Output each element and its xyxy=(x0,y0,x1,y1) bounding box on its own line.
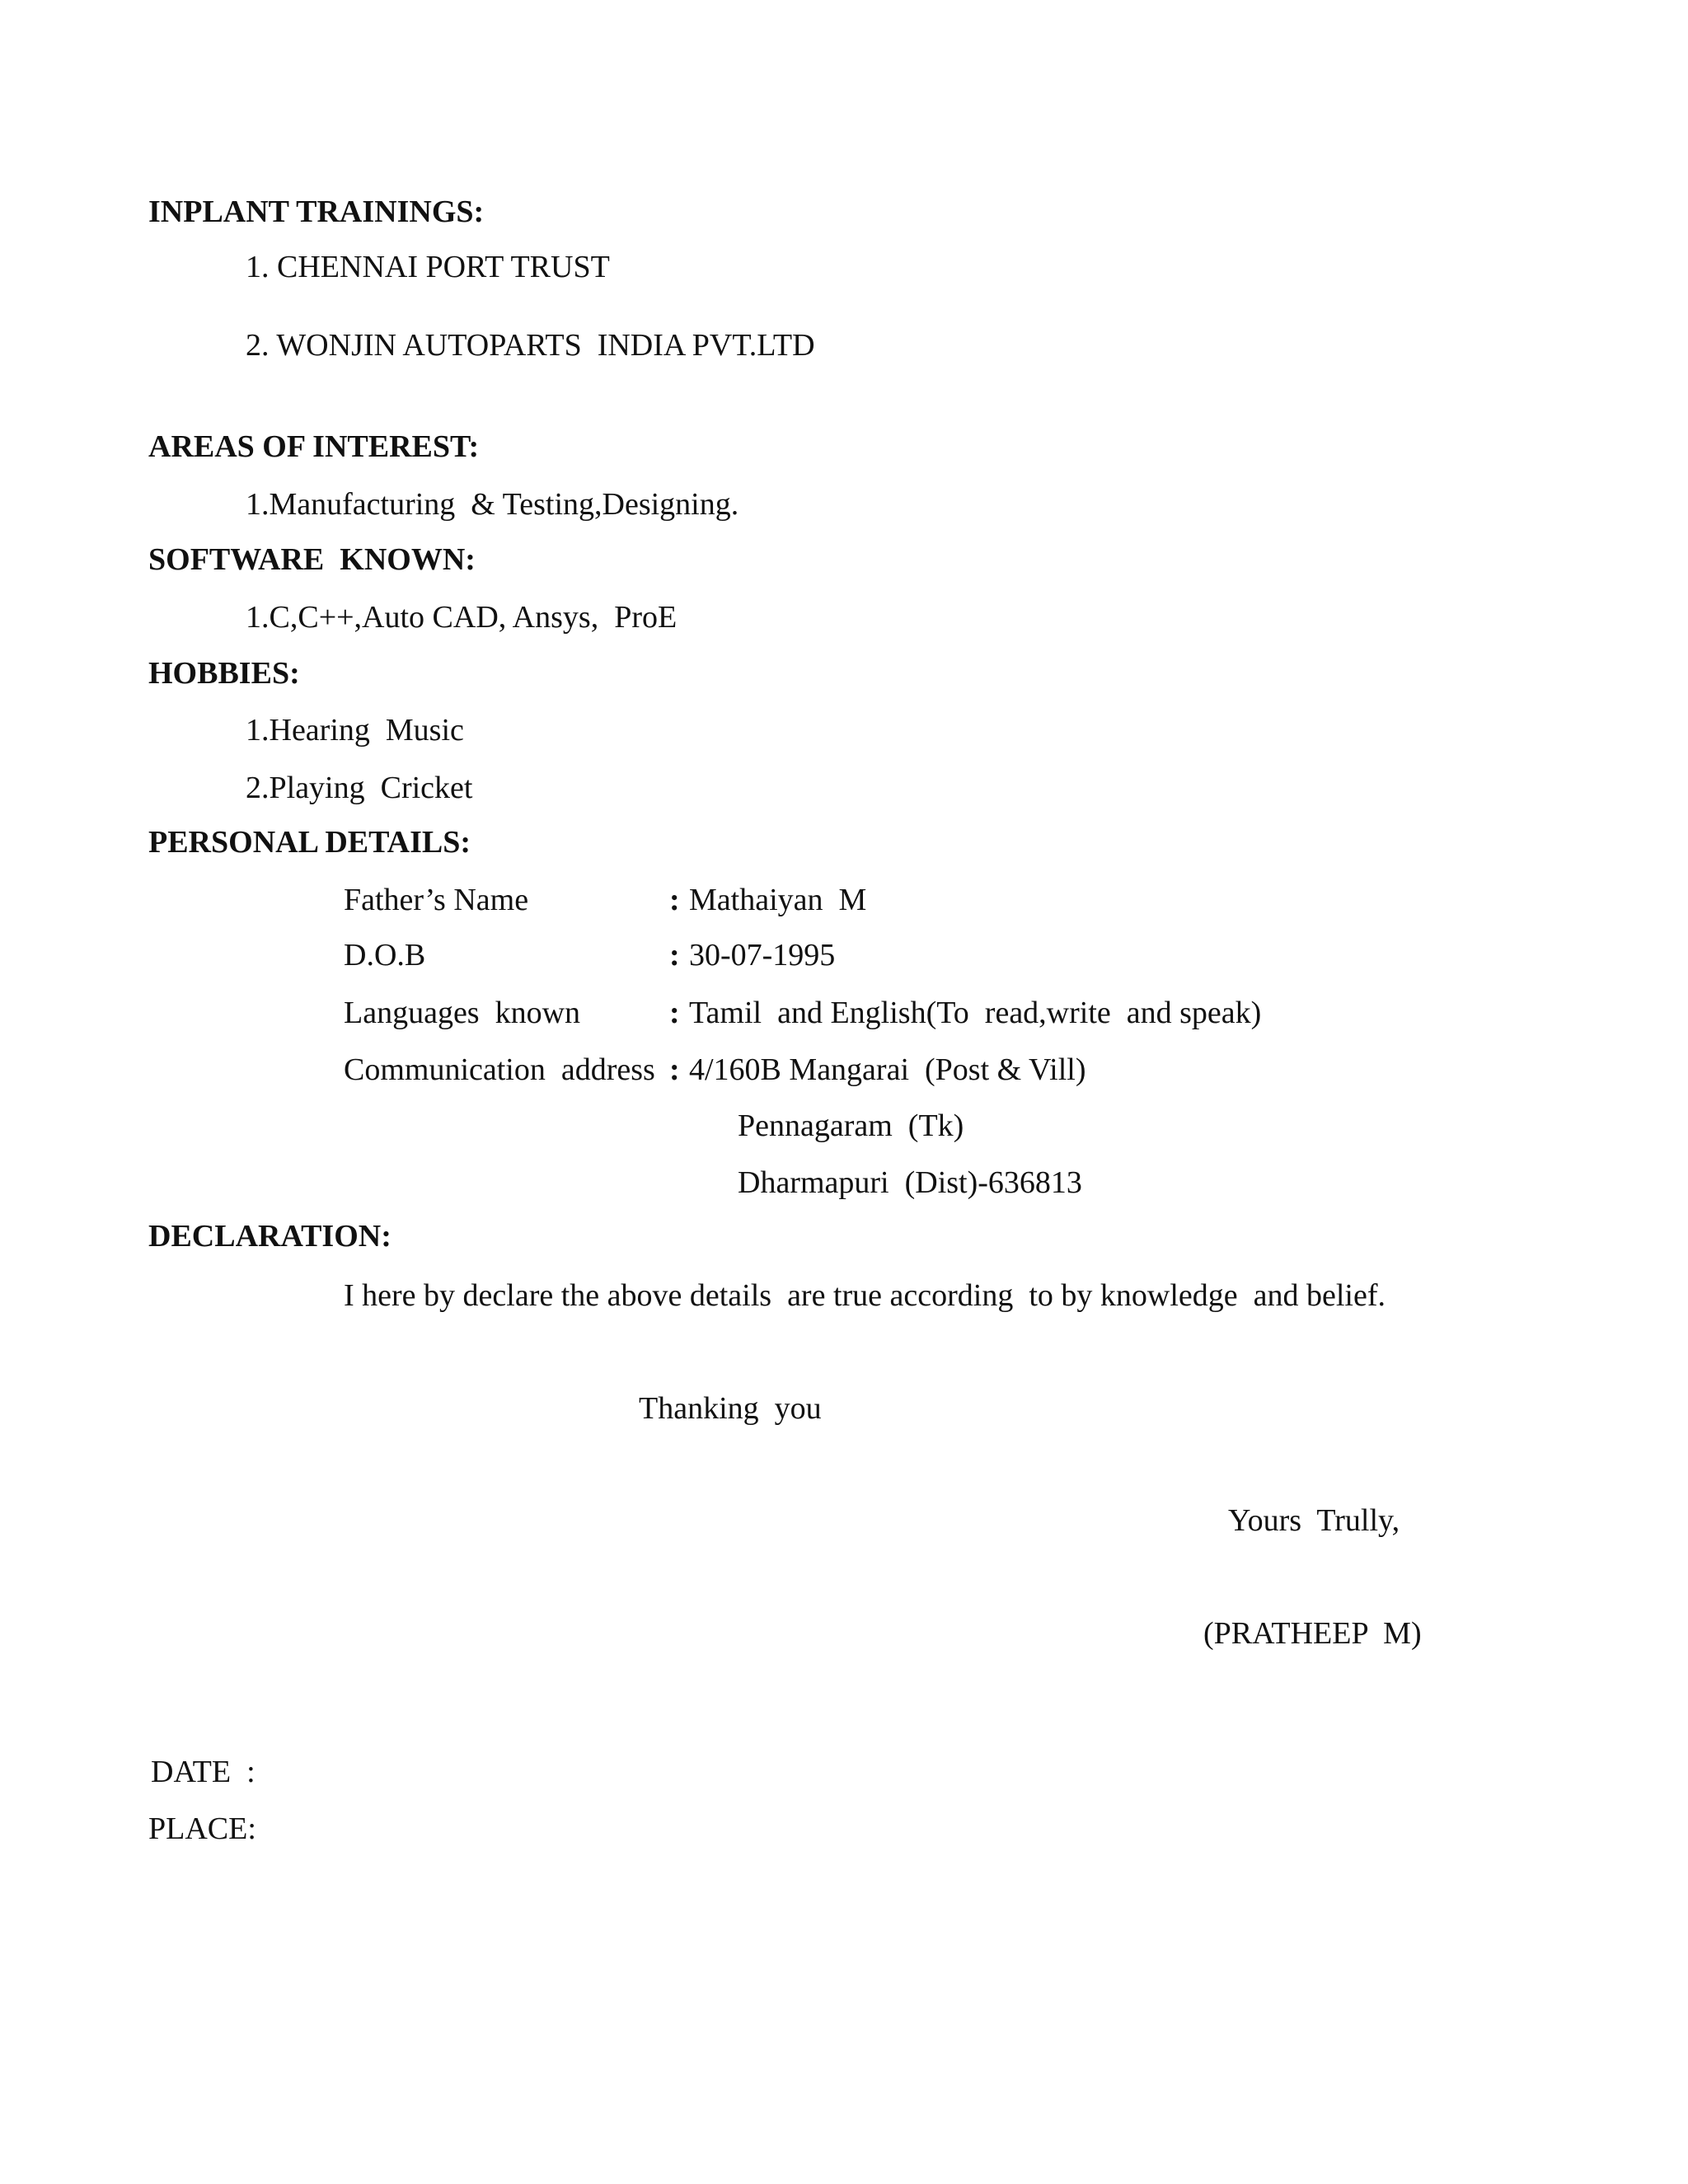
detail-separator: : xyxy=(669,883,680,917)
detail-label-address: Communication address xyxy=(344,1052,655,1087)
detail-value-dob: 30-07-1995 xyxy=(689,938,836,972)
address-line-district: Dharmapuri (Dist)-636813 xyxy=(738,1165,1082,1200)
detail-separator: : xyxy=(669,1052,680,1087)
detail-value-languages: Tamil and English(To read,write and speak) xyxy=(689,996,1262,1030)
areas-of-interest-heading: AREAS OF INTEREST: xyxy=(148,429,480,464)
declaration-text: I here by declare the above details are true according to by knowledge and belief. xyxy=(344,1278,1386,1313)
detail-label-languages: Languages known xyxy=(344,996,581,1030)
detail-value-address: 4/160B Mangarai (Post & Vill) xyxy=(689,1052,1086,1087)
personal-details-heading: PERSONAL DETAILS: xyxy=(148,825,471,860)
area-of-interest-item: 1.Manufacturing & Testing,Designing. xyxy=(246,487,739,522)
detail-label-fathers-name: Father’s Name xyxy=(344,883,529,917)
signature-name: (PRATHEEP M) xyxy=(1203,1616,1422,1651)
inplant-training-item: 1. CHENNAI PORT TRUST xyxy=(246,250,610,284)
detail-label-dob: D.O.B xyxy=(344,938,426,972)
date-label: DATE : xyxy=(151,1755,256,1789)
hobbies-heading: HOBBIES: xyxy=(148,656,300,691)
closing-text: Yours Trully, xyxy=(1228,1503,1400,1538)
thanking-text: Thanking you xyxy=(639,1391,822,1426)
address-line-taluk: Pennagaram (Tk) xyxy=(738,1108,964,1143)
detail-separator: : xyxy=(669,938,680,972)
software-known-item: 1.C,C++,Auto CAD, Ansys, ProE xyxy=(246,600,678,635)
hobby-item: 2.Playing Cricket xyxy=(246,771,473,805)
declaration-heading: DECLARATION: xyxy=(148,1219,392,1254)
software-known-heading: SOFTWARE KNOWN: xyxy=(148,542,476,577)
inplant-trainings-heading: INPLANT TRAININGS: xyxy=(148,194,485,229)
detail-value-fathers-name: Mathaiyan M xyxy=(689,883,867,917)
place-label: PLACE: xyxy=(148,1811,256,1846)
inplant-training-item: 2. WONJIN AUTOPARTS INDIA PVT.LTD xyxy=(246,328,815,363)
detail-separator: : xyxy=(669,996,680,1030)
hobby-item: 1.Hearing Music xyxy=(246,713,464,748)
